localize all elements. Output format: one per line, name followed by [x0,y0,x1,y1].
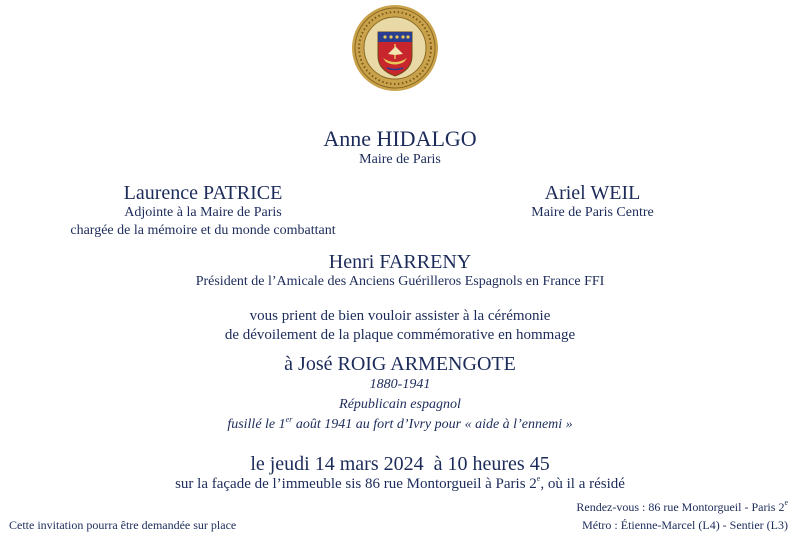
footer-rendezvous-pre: Rendez-vous : 86 rue Montorgueil - Paris 2 [576,500,785,514]
footer-rendezvous [576,500,788,515]
host-laurence-patrice-title-2: chargée de la mémoire et du monde combattant [70,223,336,238]
event-place-sup: e [536,474,541,483]
event-place [0,476,800,493]
honoree-description: Républicain espagnol [339,397,461,412]
host-laurence-patrice-name: Laurence PATRICE [123,182,283,204]
honoree-dates: 1880-1941 [369,377,431,392]
paris-seal-logo [351,4,439,92]
honoree-fate-sup: er [285,415,293,424]
host-henri-farreny-title: Président de l’Amicale des Anciens Guérilleros Espagnols en France FFI [195,274,605,289]
host-ariel-weil-title: Maire de Paris Centre [531,205,654,220]
honoree-fate-pre: fusillé le 1 [227,417,286,432]
footer-metro: Métro : Étienne-Marcel (L4) - Sentier (L3) [582,518,788,532]
footer-rendezvous-sup: e [784,498,788,507]
honoree-fate [0,417,800,433]
host-anne-hidalgo-name: Anne HIDALGO [323,126,477,151]
host-laurence-patrice-title-1: Adjointe à la Maire de Paris [124,205,282,220]
honoree-name: à José ROIG ARMENGOTE [284,353,516,375]
invitation-line-1: vous prient de bien vouloir assister à la cérémonie [249,308,551,324]
host-henri-farreny-name: Henri FARRENY [328,251,472,273]
event-place-pre: sur la façade de l’immeuble sis 86 rue Montorgueil à Paris 2 [175,476,537,492]
footer-note: Cette invitation pourra être demandée sur place [9,518,237,532]
honoree-fate-post: août 1941 au fort d’Ivry pour « aide à l’ennemi » [292,417,573,432]
host-anne-hidalgo-title: Maire de Paris [359,152,441,167]
event-date: le jeudi 14 mars 2024 à 10 heures 45 [250,453,550,475]
invitation-line-2: de dévoilement de la plaque commémorative en hommage [224,327,576,343]
event-place-post: , où il a résidé [540,476,625,492]
host-ariel-weil-name: Ariel WEIL [544,182,641,204]
